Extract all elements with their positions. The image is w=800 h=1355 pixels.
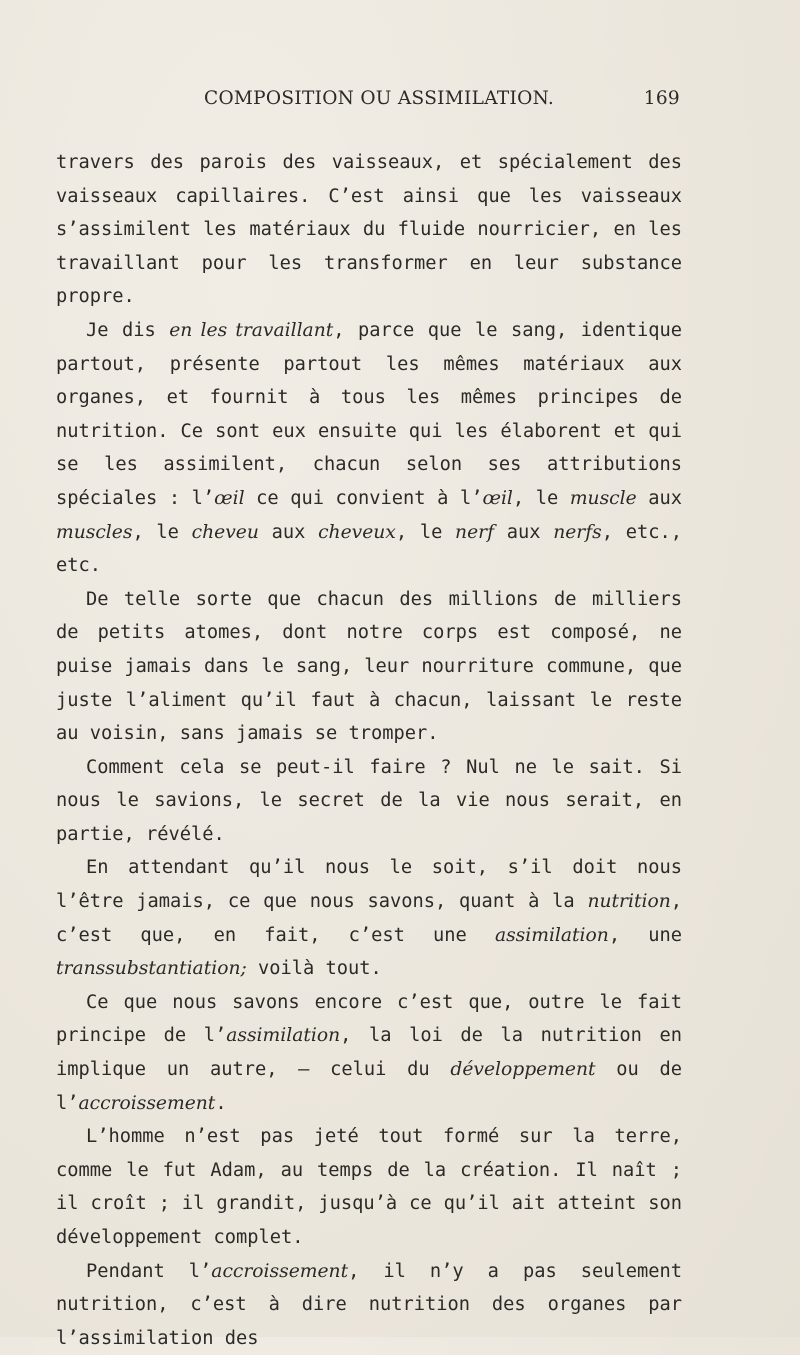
page-number: 169: [643, 88, 680, 109]
italic-run: accroissement: [211, 1260, 349, 1282]
text-run: , une: [608, 924, 682, 946]
text-run: , c’est que, en fait, c’est une: [56, 891, 682, 946]
text-run: Comment cela se peut-il faire ? Nul ne le sait. Si nous le savions, le secret de la vie nous serait, en partie, révélé.: [56, 756, 682, 845]
text-run: ou de l’: [56, 1059, 682, 1114]
italic-run: nerfs: [553, 521, 602, 543]
italic-run: transsubstantiation;: [56, 958, 247, 980]
italic-run: cheveux: [318, 521, 396, 543]
italic-run: œil: [482, 487, 513, 509]
text-run: L’homme n’est pas jeté tout formé sur la terre, comme le fut Adam, au temps de la création. Il naît ; il croît ; il grandit, jusqu’à ce qu’il ait atteint son développement complet.: [56, 1126, 682, 1248]
italic-run: nutrition: [587, 891, 671, 913]
italic-run: assimilation: [226, 1025, 341, 1047]
text-run: aux: [258, 521, 319, 543]
text-run: , il n’y a pas seulement nutrition, c’est à dire nutrition des organes par l’assimilation des: [56, 1260, 682, 1349]
text-run: ce qui convient à l’: [244, 487, 483, 509]
paragraph-7: [56, 1255, 682, 1355]
italic-run: en les travaillant: [169, 319, 334, 341]
text-run: voilà tout.: [246, 958, 382, 980]
text-run: .: [215, 1092, 227, 1114]
text-run: Ce que nous savons encore c’est que, outre le fait principe de l’: [56, 991, 682, 1047]
text-run: , etc., etc.: [56, 521, 682, 577]
text-run: De telle sorte que chacun des millions de milliers de petits atomes, dont notre corps est composé, ne puise jamais dans le sang, leur nourriture commune, que juste l’aliment qu’il faut à chacun, laissant le reste au voisin, sans jamais se tromper.: [56, 588, 682, 745]
text-run: , le: [132, 521, 192, 543]
text-run: travers des parois des vaisseaux, et spécialement des vaisseaux capillaires. C’est ainsi que les vaisseaux s’assimilent les matériaux du fluide nourricier, en les travaillant pour les transformer en leur substance propre.: [56, 152, 682, 308]
paragraph-5: [56, 986, 682, 1120]
italic-run: œil: [214, 487, 245, 509]
text-run: , le: [512, 487, 570, 509]
italic-run: cheveu: [191, 521, 259, 543]
text-run: , la loi de la nutrition en implique un autre, — celui du: [56, 1025, 682, 1081]
paragraph-4: [56, 851, 682, 985]
italic-run: développement: [450, 1059, 596, 1081]
text-run: En attendant qu’il nous le soit, s’il doit nous l’être jamais, ce que nous savons, quant à la: [56, 857, 682, 913]
italic-run: muscle: [569, 487, 637, 509]
italic-run: nerf: [455, 521, 494, 543]
paragraph-2: [56, 583, 682, 751]
body-text: [56, 146, 682, 1355]
text-run: aux: [494, 521, 554, 543]
italic-run: assimilation: [494, 924, 609, 946]
running-head: [58, 88, 682, 116]
text-run: Pendant l’: [86, 1260, 212, 1282]
text-run: aux: [636, 487, 682, 509]
italic-run: muscles: [56, 521, 133, 543]
text-run: Je dis: [86, 319, 170, 341]
text-run: , parce que le sang, identique partout, présente partout les mêmes matériaux aux organes, et fournit à tous les mêmes principes de nutrition. Ce sont eux ensuite qui les élaborent et qui se les assimilent, chacun selon ses attributions spéciales : l’: [56, 319, 682, 509]
paragraph-6: [56, 1120, 682, 1254]
italic-run: accroissement: [78, 1092, 216, 1114]
running-head-title: COMPOSITION OU ASSIMILATION.: [204, 88, 555, 109]
paragraph-1: [56, 314, 682, 583]
text-run: , le: [395, 521, 456, 543]
paragraph-3: [56, 751, 682, 852]
paragraph-0: [56, 146, 682, 314]
